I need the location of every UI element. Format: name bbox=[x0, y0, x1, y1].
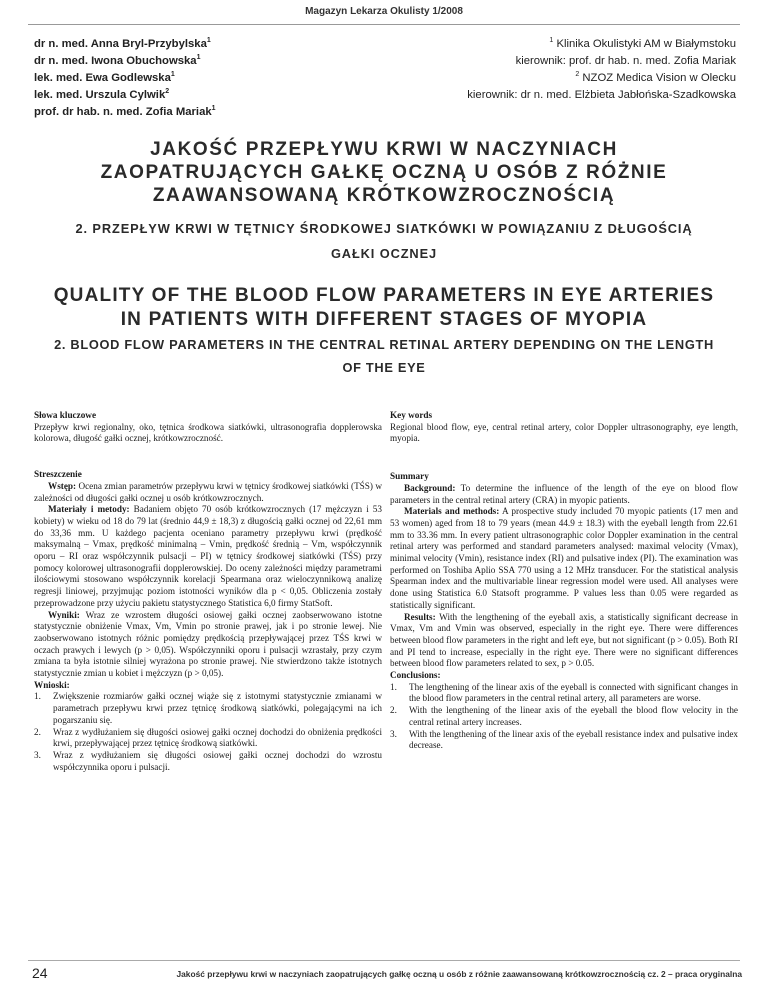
list-item: 1. The lengthening of the linear axis of the eyeball is connected with significant changes in the blood flow parameters in the central retinal artery, all parameters are worse. bbox=[390, 681, 738, 704]
title-english: QUALITY OF THE BLOOD FLOW PARAMETERS IN EYE ARTERIES IN PATIENTS WITH DIFFERENT STAGES OF MYOPIA bbox=[53, 285, 715, 330]
author-list bbox=[34, 36, 334, 121]
methods-paragraph: Materials and methods: A prospective study included 70 myopic patients (17 men and 53 women) aged from 18 to 79 years (mean 44.9 ± 18.3) with the eyeball length from 22.61 mm to 33.36 mm. In every patient ultrasonographic color Doppler examination in the central retinal artery was performed and standard parameters analysed: maximal velocity (Vmax), minimal velocity (Vmin), resistance index (RI) and pulsative index (PI). The examination was performed on Toshiba Aplio SSA 770 using a 12 MHz transducer. For the statistical analysis Spearman index and the multivariable linear regression model were used. All analyses were done using Statistica 6.0 Statsoft programme. P values less than 0.05 were regarded as statistically significant. bbox=[390, 506, 738, 610]
affiliation-1-head: kierownik: prof. dr hab. n. med. Zofia Mariak bbox=[515, 55, 736, 67]
list-item: 3. Wraz z wydłużaniem się długości osiowej gałki ocznej dochodzi do wzrostu współczynnika oporu i pulsacji. bbox=[34, 749, 382, 772]
keywords-heading: Key words bbox=[390, 410, 433, 420]
keywords-text: Przepływ krwi regionalny, oko, tętnica środkowa siatkówki, ultrasonografia dopplerowska kolorowa, długość gałki ocznej, krótkowzroczność. bbox=[34, 421, 382, 444]
author: dr n. med. Iwona Obuchowska$^1$ bbox=[34, 54, 201, 67]
author: prof. dr hab. n. med. Zofia Mariak$^1$ bbox=[34, 105, 216, 118]
results-paragraph: Wyniki: Wraz ze wzrostem długości osiowej gałki ocznej zaobserwowano istotne statystycznie obniżenie Vmax, Vm, Vmin po stronie prawej, jak i po stronie lewej. Nie zaobserwowano istotnych różnic pomiędzy prędkością przepływającej przez TŚS krwi w oczach prawych i lewych (p > 0,05). Współczynniki oporu i pulsacji wzrastały, przy czym zmiana ta była istotnie silniej wyrażona po stronie prawej. Nie stwierdzono także istotnych statystycznie zmian u kobiet i mężczyzn (p > 0,05). bbox=[34, 609, 382, 679]
list-item: 3. With the lengthening of the linear axis of the eyeball resistance index and pulsative index decrease. bbox=[390, 728, 738, 751]
methods-paragraph: Materiały i metody: Badaniem objęto 70 osób krótkowzrocznych (17 mężczyzn i 53 kobiety) w wieku od 18 do 79 lat (średnio 44,9 ± 18,3) z długością gałki ocznej od 22,61 mm do 33,36 mm. U każdego pacjenta oceniano parametry przepływu krwi (prędkość maksymalną – Vmax, prędkość minimalną – Vmin, prędkość średnią – Vm, współczynnik oporu – RI oraz współczynnik pulsacji – PI) w tętnicy środkowej siatkówki (TŚS) przy pomocy kolorowej ultrasonografii dopplerowskiej. Do oceny zależności między parametrami ilościowymi stosowano współczynnik korelacji Spearmana oraz wieloczynnikową analizę regresji liniowej, przyjmując poziom istotności wyników dla p < 0,05. Obliczenia zostały przeprowadzone przy użyciu pakietu statystycznego Statistica 6,0 firmy StatSoft. bbox=[34, 504, 382, 608]
affiliation-2: $^2$ NZOZ Medica Vision w Olecku bbox=[575, 71, 736, 84]
keywords-text: Regional blood flow, eye, central retinal artery, color Doppler ultrasonography, eye length, myopia. bbox=[390, 421, 738, 444]
conclusions-heading: Conclusions: bbox=[390, 670, 441, 681]
list-item: 1. Zwiększenie rozmiarów gałki ocznej wiąże się z istotnymi statystycznie zmianami w parametrach przepływu krwi przez tętnicę środkową siatkówki, polegającymi na ich pogarszaniu się. bbox=[34, 691, 382, 725]
author: dr n. med. Anna Bryl-Przybylska$^1$ bbox=[34, 37, 211, 50]
summary-heading: Streszczenie bbox=[34, 469, 82, 480]
summary-heading: Summary bbox=[390, 471, 429, 482]
affiliation-1: $^1$ Klinika Okulistyki AM w Białymstoku bbox=[549, 37, 736, 50]
affiliation-2-head: kierownik: dr n. med. Elżbieta Jabłońska-Szadkowska bbox=[467, 89, 736, 101]
subtitle-english: 2. BLOOD FLOW PARAMETERS IN THE CENTRAL RETINAL ARTERY DEPENDING ON THE LENGTH OF THE EYE bbox=[54, 337, 714, 375]
title-polish: JAKOŚĆ PRZEPŁYWU KRWI W NACZYNIACH ZAOPATRUJĄCYCH GAŁKĘ OCZNĄ U OSÓB Z RÓŻNIE ZAAWANSOWANĄ KRÓTKOWZROCZNOŚCIĄ bbox=[100, 139, 668, 206]
author: lek. med. Ewa Godlewska$^1$ bbox=[34, 71, 175, 84]
polish-abstract-column bbox=[34, 410, 382, 773]
header-rule bbox=[28, 24, 740, 25]
intro-paragraph: Wstęp: Ocena zmian parametrów przepływu krwi w tętnicy środkowej siatkówki (TŚS) w zależności od długości gałki ocznej u osób krótkowzrocznych. bbox=[34, 480, 382, 503]
author: lek. med. Urszula Cylwik$^2$ bbox=[34, 88, 170, 101]
affiliation-block bbox=[356, 36, 736, 104]
english-abstract-column bbox=[390, 410, 738, 752]
conclusions-heading: Wnioski: bbox=[34, 679, 70, 690]
list-item: 2. With the lengthening of the linear axis of the eyeball the blood flow velocity in the central retinal artery increases. bbox=[390, 705, 738, 727]
page-number: 24 bbox=[32, 965, 48, 981]
background-paragraph: Background: To determine the influence of the length of the eye on blood flow parameters in the central retinal artery (CRA) in myopic patients. bbox=[390, 482, 738, 505]
journal-header: Magazyn Lekarza Okulisty 1/2008 bbox=[305, 6, 463, 17]
results-paragraph: Results: With the lengthening of the eyeball axis, a statistically significant decrease in Vmax, Vm and Vmin was observed, especially in the right eye. There were differences between blood flow parameters in the right and left eye, but not significant (p > 0.05). Both RI and PI tend to increase, especially in the right eye. There were no significant differences between blood flow parameters related to sex, p > 0.05. bbox=[390, 611, 738, 669]
list-item: 2. Wraz z wydłużaniem się długości osiowej gałki ocznej dochodzi do obniżenia prędkości krwi, przepływającej przez tętnicę środkową siatkówki. bbox=[34, 726, 382, 749]
subtitle-polish: 2. PRZEPŁYW KRWI W TĘTNICY ŚRODKOWEJ SIATKÓWKI W POWIĄZANIU Z DŁUGOŚCIĄ GAŁKI OCZNEJ bbox=[75, 221, 693, 261]
footer-rule bbox=[28, 960, 740, 961]
conclusions-list bbox=[390, 682, 738, 752]
keywords-heading: Słowa kluczowe bbox=[34, 410, 97, 420]
conclusions-list bbox=[34, 691, 382, 773]
running-footer: Jakość przepływu krwi w naczyniach zaopatrujących gałkę oczną u osób z różnie zaawansowaną krótkowzrocznością cz. 2 – praca oryginalna bbox=[176, 969, 742, 979]
